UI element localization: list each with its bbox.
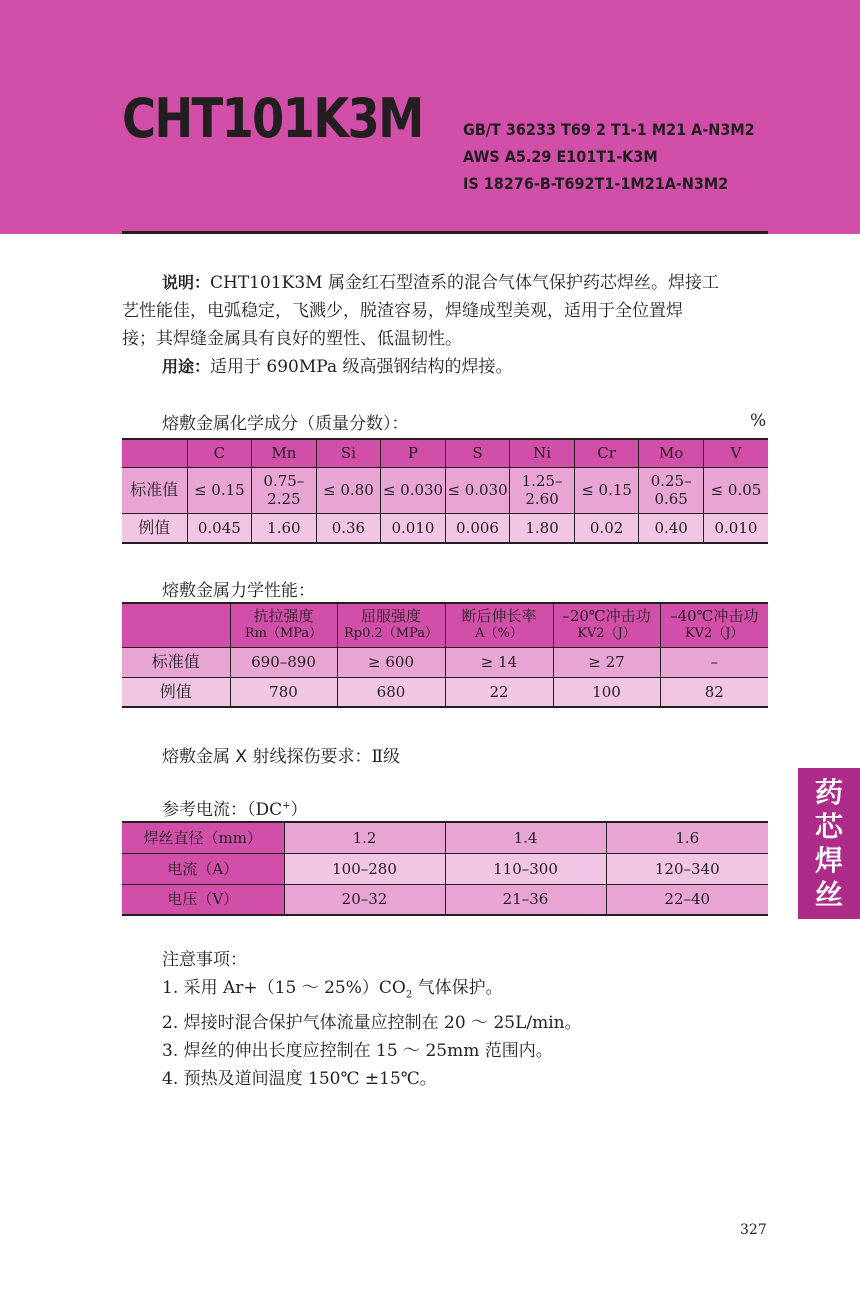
side-tab-flux-cored-wire <box>798 768 860 919</box>
current-current-label: 电流（A） <box>122 853 284 884</box>
chem-std-c: ≤ 0.15 <box>187 467 252 513</box>
chemical-standard-row <box>122 467 768 513</box>
chem-std-ni-l1: 1.25– <box>521 472 563 490</box>
current-table <box>122 821 768 916</box>
chem-std-v: ≤ 0.05 <box>703 467 768 513</box>
mechanical-header-row <box>122 603 768 647</box>
current-voltage-1: 20–32 <box>284 884 445 915</box>
note-1-sub: 2 <box>405 989 413 1001</box>
current-diameter-2: 1.4 <box>445 822 606 853</box>
chem-ex-s: 0.006 <box>445 513 510 543</box>
mech-head-rp <box>337 603 445 647</box>
page-number: 327 <box>740 1222 767 1238</box>
current-row-diameter <box>122 822 768 853</box>
chem-ex-v: 0.010 <box>703 513 768 543</box>
current-title-line <box>162 795 308 820</box>
note-1-a: 1. 采用 Ar+（15 ～ 25%）CO <box>162 978 406 998</box>
chemical-example-row <box>122 513 768 543</box>
current-polarity-sup: + <box>282 800 291 812</box>
chemical-table <box>122 438 768 544</box>
mech-std-rp: ≥ 600 <box>337 647 445 677</box>
xray-requirement <box>162 742 400 767</box>
note-2: 2. 焊接时混合保护气体流量应控制在 20 ～ 25L/min。 <box>162 1013 582 1034</box>
mech-ex-kv20: 100 <box>553 677 660 707</box>
standards-list <box>463 116 755 197</box>
current-voltage-label: 电压（V） <box>122 884 284 915</box>
mech-head-a-l1: 断后伸长率 <box>461 607 537 626</box>
chem-head-v: V <box>703 439 768 467</box>
mech-std-kv20: ≥ 27 <box>553 647 660 677</box>
chem-head-c: C <box>187 439 252 467</box>
chem-head-cr: Cr <box>574 439 639 467</box>
mech-ex-rm: 780 <box>230 677 337 707</box>
chem-ex-cr: 0.02 <box>574 513 639 543</box>
current-diameter-1: 1.2 <box>284 822 445 853</box>
mech-head-rp-l2: Rp0.2（MPa） <box>343 626 438 642</box>
mech-example-label: 例值 <box>122 677 230 707</box>
note-1 <box>162 974 582 1009</box>
mech-head-rm-l1: 抗拉强度 <box>253 607 314 626</box>
mech-std-a: ≥ 14 <box>445 647 553 677</box>
current-current-3: 120–340 <box>606 853 768 884</box>
chem-std-mo <box>639 467 704 513</box>
mech-std-rm: 690–890 <box>230 647 337 677</box>
current-polarity-text: （DC <box>247 800 283 820</box>
current-title: 参考电流： <box>162 800 247 820</box>
current-current-2: 110–300 <box>445 853 606 884</box>
chemical-header-row <box>122 439 768 467</box>
side-tab-char-4: 丝 <box>814 877 843 911</box>
mech-std-kv40: – <box>660 647 768 677</box>
current-current-1: 100–280 <box>284 853 445 884</box>
chem-std-p: ≤ 0.030 <box>381 467 446 513</box>
mech-head-rm-l2: Rm（MPa） <box>244 626 323 642</box>
description <box>122 269 770 381</box>
mech-corner <box>122 603 230 647</box>
mechanical-example-row <box>122 677 768 707</box>
mech-standard-label: 标准值 <box>122 647 230 677</box>
mechanical-table <box>122 602 768 708</box>
description-line1: CHT101K3M 属金红石型渣系的混合气体气保护药芯焊丝。焊接工 <box>210 273 719 293</box>
note-4: 4. 预热及道间温度 150℃ ±15℃。 <box>162 1069 437 1090</box>
chem-ex-mn: 1.60 <box>252 513 317 543</box>
chem-std-ni <box>510 467 575 513</box>
standard-is: IS 18276-B-T692T1-1M21A-N3M2 <box>463 174 729 193</box>
current-row-voltage <box>122 884 768 915</box>
chem-ex-mo: 0.40 <box>639 513 704 543</box>
chem-head-mn: Mn <box>252 439 317 467</box>
current-voltage-2: 21–36 <box>445 884 606 915</box>
notes <box>162 946 582 1093</box>
description-line2: 艺性能佳，电弧稳定，飞溅少，脱渣容易，焊缝成型美观，适用于全位置焊 <box>122 301 683 321</box>
mech-head-rm <box>230 603 337 647</box>
current-row-current <box>122 853 768 884</box>
chem-std-mn-l2: 2.25 <box>267 490 301 508</box>
mech-head-kv40 <box>660 603 768 647</box>
mech-head-kv20-l2: KV2（J） <box>577 626 636 642</box>
chem-std-si: ≤ 0.80 <box>316 467 381 513</box>
chem-ex-si: 0.36 <box>316 513 381 543</box>
notes-title: 注意事项： <box>162 950 247 970</box>
note-3: 3. 焊丝的伸出长度应控制在 15 ～ 25mm 范围内。 <box>162 1041 553 1062</box>
xray-text: 熔敷金属 X 射线探伤要求： <box>162 747 372 767</box>
current-diameter-3: 1.6 <box>606 822 768 853</box>
standard-aws: AWS A5.29 E101T1-K3M <box>463 147 658 166</box>
mechanical-title: 熔敷金属力学性能： <box>162 581 315 601</box>
description-label: 说明： <box>162 273 211 292</box>
chem-ex-c: 0.045 <box>187 513 252 543</box>
standard-gb: GB/T 36233 T69 2 T1-1 M21 A-N3M2 <box>463 120 755 139</box>
side-tab-char-1: 药 <box>814 775 843 809</box>
current-voltage-3: 22–40 <box>606 884 768 915</box>
side-tab-char-2: 芯 <box>814 809 843 843</box>
mech-head-kv40-l2: KV2（J） <box>684 626 744 642</box>
side-tab-char-3: 焊 <box>814 843 843 877</box>
mech-head-rp-l1: 屈服强度 <box>360 607 421 626</box>
chem-head-ni: Ni <box>510 439 575 467</box>
mech-head-a-l2: A（%） <box>475 626 523 642</box>
header-rule <box>122 231 768 234</box>
chem-head-mo: Mo <box>639 439 704 467</box>
chem-std-ni-l2: 2.60 <box>525 490 559 508</box>
mech-head-kv20-l1: –20℃冲击功 <box>562 607 651 626</box>
mech-ex-rp: 680 <box>337 677 445 707</box>
usage-text: 适用于 690MPa 级高强钢结构的焊接。 <box>210 357 513 377</box>
chem-std-mn-l1: 0.75– <box>263 472 305 490</box>
mech-head-kv40-l1: –40℃冲击功 <box>670 607 759 626</box>
model-title: CHT101K3M <box>122 87 423 150</box>
chem-example-label: 例值 <box>122 513 187 543</box>
chem-std-s: ≤ 0.030 <box>445 467 510 513</box>
chem-ex-p: 0.010 <box>381 513 446 543</box>
note-1-b: 气体保护。 <box>412 978 503 998</box>
mech-head-a <box>445 603 553 647</box>
mech-ex-kv40: 82 <box>660 677 768 707</box>
header-banner <box>0 0 860 234</box>
current-polarity-end: ） <box>290 800 308 820</box>
mech-ex-a: 22 <box>445 677 553 707</box>
chem-ex-ni: 1.80 <box>510 513 575 543</box>
chem-std-cr: ≤ 0.15 <box>574 467 639 513</box>
usage-label: 用途： <box>162 357 211 376</box>
chem-std-mo-l2: 0.65 <box>654 490 688 508</box>
chemical-unit: % <box>750 411 767 431</box>
chem-head-si: Si <box>316 439 381 467</box>
current-diameter-label: 焊丝直径（mm） <box>122 822 284 853</box>
mechanical-standard-row <box>122 647 768 677</box>
chem-head-p: P <box>381 439 446 467</box>
mech-head-kv20 <box>553 603 660 647</box>
chemical-corner <box>122 439 187 467</box>
xray-grade: Ⅱ级 <box>371 747 401 767</box>
chem-standard-label: 标准值 <box>122 467 187 513</box>
current-polarity <box>247 800 308 820</box>
description-line3: 接；其焊缝金属具有良好的塑性、低温韧性。 <box>122 329 462 349</box>
chem-std-mo-l1: 0.25– <box>650 472 692 490</box>
chem-head-s: S <box>445 439 510 467</box>
chemical-title: 熔敷金属化学成分（质量分数）： <box>162 414 409 434</box>
chem-std-mn <box>252 467 317 513</box>
